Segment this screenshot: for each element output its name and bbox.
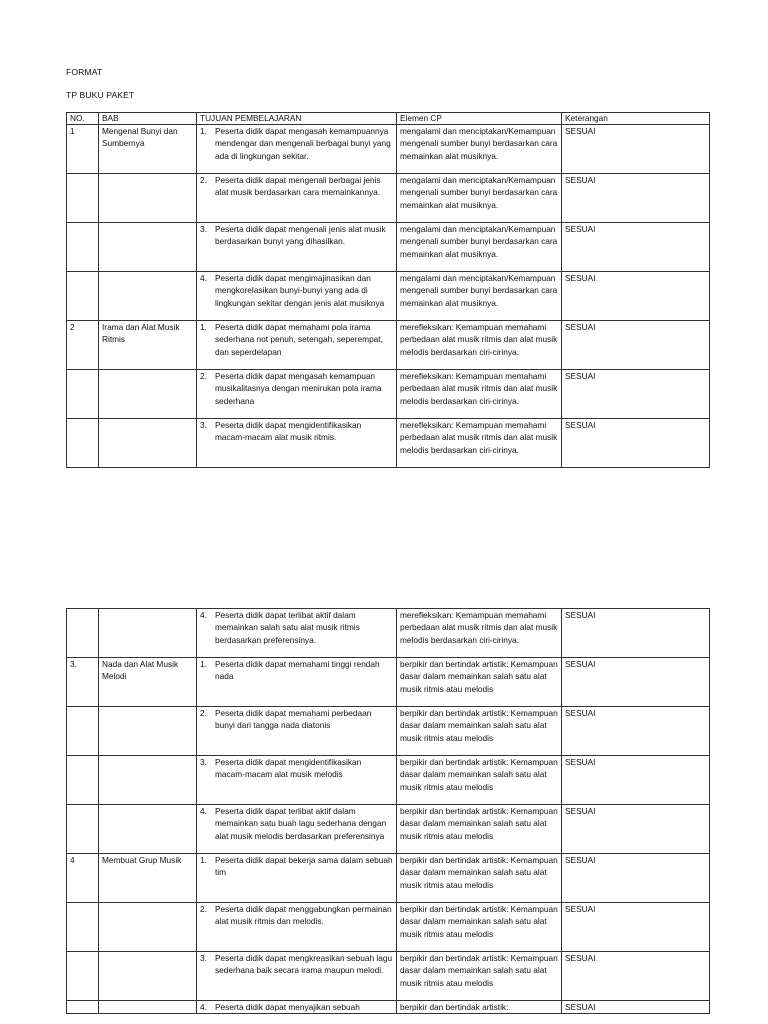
cell-bab (99, 903, 197, 952)
table-row (67, 658, 710, 707)
cell-no (67, 756, 99, 805)
header-tujuan: TUJUAN PEMBELAJARAN (197, 113, 397, 125)
tujuan-number: 4. (200, 273, 207, 283)
table-row (67, 321, 710, 370)
cell-no (67, 419, 99, 468)
header-bab: BAB (99, 113, 197, 125)
tujuan-text: Peserta didik dapat menyajikan sebuah (215, 1002, 360, 1012)
cell-bab: Membuat Grup Musik (99, 854, 197, 903)
cell-bab (99, 952, 197, 1001)
cell-tujuan (197, 223, 397, 272)
tp-table-part-1 (66, 112, 710, 468)
table-row (67, 903, 710, 952)
cell-no (67, 1001, 99, 1014)
cell-no (67, 174, 99, 223)
cell-elemen-cp: merefleksikan: Kemampuan memahami perbedaan alat musik ritmis dan alat musik melodis berdasarkan ciri-cirinya. (397, 370, 562, 419)
cell-elemen-cp: berpikir dan bertindak artistik: Kemampuan dasar dalam memainkan salah satu alat musik ritmis atau melodis (397, 658, 562, 707)
cell-tujuan (197, 952, 397, 1001)
cell-no (67, 707, 99, 756)
document-title: FORMAT (66, 67, 103, 77)
cell-bab (99, 272, 197, 321)
tujuan-number: 1. (200, 322, 207, 332)
cell-bab: Mengenal Bunyi dan Sumbernya (99, 125, 197, 174)
tujuan-text: Peserta didik dapat menggabungkan permainan alat musik ritmis dan melodis. (215, 904, 392, 927)
cell-elemen-cp: berpikir dan bertindak artistik: Kemampuan dasar dalam memainkan salah satu alat musik ritmis atau melodis (397, 952, 562, 1001)
cell-tujuan (197, 272, 397, 321)
table-row (67, 419, 710, 468)
tujuan-number: 3. (200, 953, 207, 963)
cell-bab (99, 609, 197, 658)
cell-no: 2 (67, 321, 99, 370)
header-keterangan: Keterangan (562, 113, 710, 125)
table-row (67, 370, 710, 419)
cell-tujuan (197, 854, 397, 903)
cell-tujuan (197, 370, 397, 419)
cell-no (67, 272, 99, 321)
cell-tujuan (197, 1001, 397, 1014)
cell-elemen-cp: berpikir dan bertindak artistik: (397, 1001, 562, 1014)
cell-bab (99, 174, 197, 223)
tujuan-number: 4. (200, 610, 207, 620)
cell-no: 4 (67, 854, 99, 903)
cell-bab: Irama dan Alat Musik Ritmis (99, 321, 197, 370)
cell-bab: Nada dan Alat Musik Melodi (99, 658, 197, 707)
cell-bab (99, 370, 197, 419)
cell-bab (99, 805, 197, 854)
tujuan-text: Peserta didik dapat mengkreasikan sebuah lagu sederhana baik secara irama maupun melodi. (215, 953, 393, 976)
cell-bab (99, 707, 197, 756)
cell-elemen-cp: merefleksikan: Kemampuan memahami perbedaan alat musik ritmis dan alat musik melodis berdasarkan ciri-cirinya. (397, 609, 562, 658)
table-row (67, 952, 710, 1001)
tujuan-text: Peserta didik dapat terlibat aktif dalam memainkan satu buah lagu sederhana dengan alat musik melodis berdasarkan preferensinya (215, 806, 387, 841)
tujuan-number: 2. (200, 371, 207, 381)
cell-elemen-cp: berpikir dan bertindak artistik: Kemampuan dasar dalam memainkan salah satu alat musik ritmis atau melodis (397, 854, 562, 903)
table-row (67, 805, 710, 854)
tujuan-number: 2. (200, 175, 207, 185)
table-row (67, 854, 710, 903)
cell-elemen-cp: berpikir dan bertindak artistik: Kemampuan dasar dalam memainkan salah satu alat musik ritmis atau melodis (397, 903, 562, 952)
cell-bab (99, 756, 197, 805)
table-row (67, 272, 710, 321)
cell-bab (99, 1001, 197, 1014)
cell-keterangan: SESUAI (562, 805, 710, 854)
cell-elemen-cp: mengalami dan menciptakan/Kemampuan mengenali sumber bunyi berdasarkan cara memainkan alat musiknya. (397, 223, 562, 272)
cell-elemen-cp: berpikir dan bertindak artistik: Kemampuan dasar dalam memainkan salah satu alat musik ritmis atau melodis (397, 756, 562, 805)
cell-elemen-cp: merefleksikan: Kemampuan memahami perbedaan alat musik ritmis dan alat musik melodis berdasarkan ciri-cirinya. (397, 419, 562, 468)
cell-elemen-cp: mengalami dan menciptakan/Kemampuan mengenali sumber bunyi berdasarkan cara memainkan alat musiknya. (397, 174, 562, 223)
header-no: NO. (67, 113, 99, 125)
tujuan-text: Peserta didik dapat mengimajinasikan dan mengkorelasikan bunyi-bunyi yang ada di lingkungan sekitar dengan jenis alat musiknya (215, 273, 385, 308)
table-row (67, 1001, 710, 1014)
tujuan-text: Peserta didik dapat mengasah kemampuan musikalitasnya dengan menirukan pola irama sederhana (215, 371, 382, 406)
cell-elemen-cp: berpikir dan bertindak artistik: Kemampuan dasar dalam memainkan salah satu alat musik ritmis atau melodis (397, 707, 562, 756)
cell-keterangan: SESUAI (562, 756, 710, 805)
tujuan-text: Peserta didik dapat mengasah kemampuannya mendengar dan mengenali berbagai bunyi yang ada di lingkungan sekitar. (215, 126, 391, 161)
cell-no (67, 952, 99, 1001)
cell-keterangan: SESUAI (562, 125, 710, 174)
tujuan-text: Peserta didik dapat mengenali berbagai jenis alat musik berdasarkan cara memainkannya. (215, 175, 381, 198)
cell-tujuan (197, 658, 397, 707)
cell-tujuan (197, 419, 397, 468)
tujuan-number: 1. (200, 126, 207, 136)
cell-tujuan (197, 125, 397, 174)
tujuan-number: 3. (200, 757, 207, 767)
cell-no (67, 370, 99, 419)
tujuan-number: 2. (200, 904, 207, 914)
cell-tujuan (197, 321, 397, 370)
table-row (67, 756, 710, 805)
tujuan-text: Peserta didik dapat mengidentifikasikan macam-macam alat musik ritmis. (215, 420, 362, 443)
tujuan-text: Peserta didik dapat memahami perbedaan bunyi dari tangga nada diatonis (215, 708, 372, 731)
table-row (67, 223, 710, 272)
cell-keterangan: SESUAI (562, 370, 710, 419)
cell-no: 3. (67, 658, 99, 707)
table-row (67, 125, 710, 174)
tujuan-number: 4. (200, 806, 207, 816)
cell-no (67, 903, 99, 952)
cell-bab (99, 419, 197, 468)
tujuan-number: 3. (200, 420, 207, 430)
cell-keterangan: SESUAI (562, 952, 710, 1001)
cell-keterangan: SESUAI (562, 707, 710, 756)
cell-keterangan: SESUAI (562, 223, 710, 272)
cell-tujuan (197, 174, 397, 223)
cell-keterangan: SESUAI (562, 419, 710, 468)
tujuan-number: 1. (200, 855, 207, 865)
table-row (67, 609, 710, 658)
cell-keterangan: SESUAI (562, 854, 710, 903)
cell-elemen-cp: mengalami dan menciptakan/Kemampuan mengenali sumber bunyi berdasarkan cara memainkan alat musiknya. (397, 272, 562, 321)
cell-keterangan: SESUAI (562, 1001, 710, 1014)
tujuan-text: Peserta didik dapat terlibat aktif dalam memainkan salah satu alat musik ritmis berdasarkan preferensinya. (215, 610, 360, 645)
cell-keterangan: SESUAI (562, 609, 710, 658)
tujuan-number: 2. (200, 708, 207, 718)
cell-tujuan (197, 903, 397, 952)
cell-elemen-cp: merefleksikan: Kemampuan memahami perbedaan alat musik ritmis dan alat musik melodis berdasarkan ciri-cirinya. (397, 321, 562, 370)
tujuan-text: Peserta didik dapat memahami tinggi rendah nada (215, 659, 380, 682)
tp-table-part-2 (66, 608, 710, 1014)
cell-keterangan: SESUAI (562, 174, 710, 223)
tujuan-number: 1. (200, 659, 207, 669)
table-header-row (67, 113, 710, 125)
cell-no (67, 805, 99, 854)
cell-keterangan: SESUAI (562, 903, 710, 952)
tujuan-text: Peserta didik dapat mengenali jenis alat musik berdasarkan bunyi yang dihasilkan. (215, 224, 386, 247)
cell-no: 1 (67, 125, 99, 174)
cell-tujuan (197, 707, 397, 756)
header-elemen-cp: Elemen CP (397, 113, 562, 125)
tujuan-text: Peserta didik dapat mengidentifikasikan macam-macam alat musik melodis (215, 757, 362, 780)
tujuan-text: Peserta didik dapat memahami pola irama sederhana not penuh, setengah, seperempat, dan seperdelapan (215, 322, 383, 357)
cell-tujuan (197, 609, 397, 658)
cell-no (67, 609, 99, 658)
table-row (67, 174, 710, 223)
table-row (67, 707, 710, 756)
cell-elemen-cp: mengalami dan menciptakan/Kemampuan mengenali sumber bunyi berdasarkan cara memainkan alat musiknya. (397, 125, 562, 174)
document-subtitle: TP BUKU PAKET (66, 90, 135, 100)
cell-keterangan: SESUAI (562, 272, 710, 321)
cell-tujuan (197, 756, 397, 805)
cell-tujuan (197, 805, 397, 854)
cell-bab (99, 223, 197, 272)
cell-no (67, 223, 99, 272)
cell-keterangan: SESUAI (562, 321, 710, 370)
cell-keterangan: SESUAI (562, 658, 710, 707)
cell-elemen-cp: berpikir dan bertindak artistik: Kemampuan dasar dalam memainkan salah satu alat musik ritmis atau melodis (397, 805, 562, 854)
tujuan-text: Peserta didik dapat bekerja sama dalam sebuah tim (215, 855, 393, 878)
tujuan-number: 4. (200, 1002, 207, 1012)
tujuan-number: 3. (200, 224, 207, 234)
